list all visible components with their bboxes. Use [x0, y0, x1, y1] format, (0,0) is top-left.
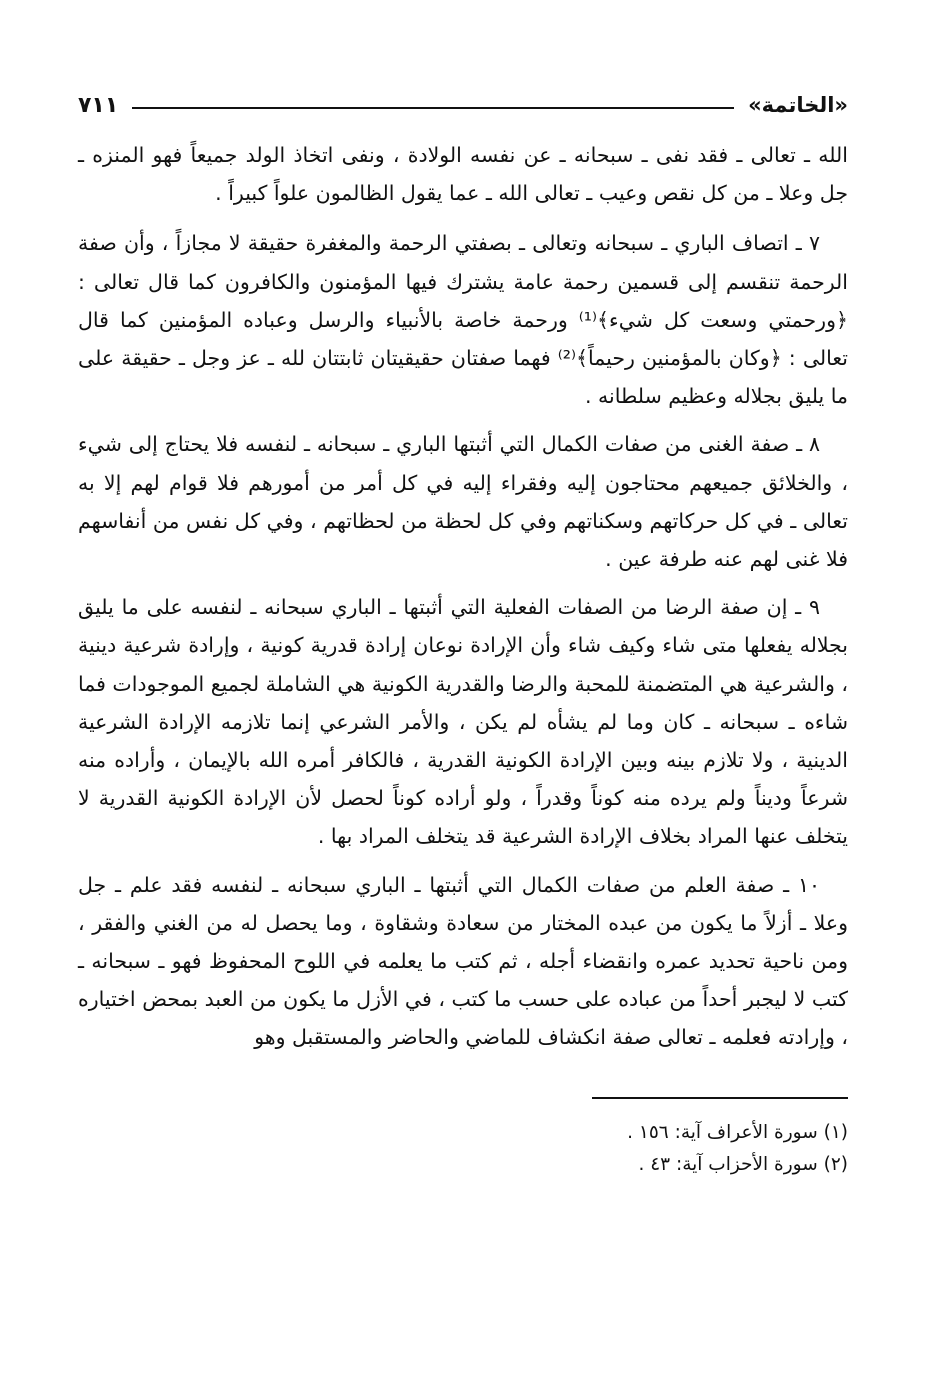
paragraph-10: ١٠ ـ صفة العلم من صفات الكمال التي أثبتها ـ الباري سبحانه ـ لنفسه فقد علم ـ جل وعلا ـ أزلاً ما يكون من عبده المختار من سعادة وشقاوة ، وما يحصل له من الغني والفقر ، ومن ناحية تحديد عمره وانقضاء أجله ، ثم كتب ما يعلمه في اللوح المحفوظ فهو ـ سبحانه ـ كتب لا ليجبر أحداً من عباده على حسب ما كتب ، في الأزل ما يكون من العبد بمحض اختياره ، وإرادته فعلمه ـ تعالى صفة انكشاف للماضي والحاضر والمستقبل وهو	[78, 872, 848, 1050]
paragraph-9: ٩ ـ إن صفة الرضا من الصفات الفعلية التي أثبتها ـ الباري سبحانه ـ لنفسه على ما يليق بجلاله يفعلها متى شاء وكيف شاء وأن الإرادة نوعان إرادة قدرية كونية ، وإرادة شرعية دينية ، والشرعية هي المتضمنة للمحبة والرضا والقدرية الكونية هي الشاملة لجميع الموجودات فما شاءه ـ سبحانه ـ كان وما لم يشأه لم يكن ، والأمر الشرعي إنما تلازمه الإرادة الشرعية الدينية ، ولا تلازم بينه وبين الإرادة الكونية القدرية ، فالكافر أمره الله بالإيمان ، وأراده منه شرعاً وديناً ولم يرده منه كوناً وقدراً ، ولو أراده كوناً لحصل لأن الإرادة الكونية القدرية لا يتخلف عنها المراد بخلاف الإرادة الشرعية قد يتخلف المراد بها .	[78, 595, 848, 849]
page-number: ٧١١	[78, 92, 119, 118]
footnotes	[78, 1117, 848, 1181]
book-page	[78, 88, 848, 1181]
running-title: «الخاتمة»	[748, 93, 848, 117]
body-text	[78, 136, 848, 1057]
footnote-1: (١) سورة الأعراف آية: ١٥٦ .	[627, 1121, 848, 1143]
paragraph-8: ٨ ـ صفة الغنى من صفات الكمال التي أثبتها الباري ـ سبحانه ـ لنفسه فلا يحتاج إلى شيء ، والخلائق جميعهم محتاجون إليه وفقراء إليه في كل أمر من أمورهم فلا قوام لهم إلا به تعالى ـ في كل حركاتهم وسكناتهم وفي كل لحظة من لحظاتهم ، وفي كل نفس من أنفاسهم فلا غنى لهم عنه طرفة عين .	[78, 432, 848, 572]
paragraph-7: ٧ ـ اتصاف الباري ـ سبحانه وتعالى ـ بصفتي الرحمة والمغفرة حقيقة لا مجازاً ، وأن صفة الرحمة تنقسم إلى قسمين رحمة عامة يشترك فيها المؤمنون والكافرون كما قال تعالى : ﴿ورحمتي وسعت كل شيء﴾⁽¹⁾ ورحمة خاصة بالأنبياء والرسل وعباده المؤمنين كما قال تعالى : ﴿وكان بالمؤمنين رحيماً﴾⁽²⁾ فهما صفتان حقيقيتان ثابتتان لله ـ عز وجل ـ حقيقة على ما يليق بجلاله وعظيم سلطانه .	[78, 231, 848, 409]
paragraph-continuation: الله ـ تعالى ـ فقد نفى ـ سبحانه ـ عن نفسه الولادة ، ونفى اتخاذ الولد جميعاً فهو المنزه ـ جل وعلا ـ من كل نقص وعيب ـ تعالى الله ـ عما يقول الظالمون علواً كبيراً .	[78, 143, 848, 206]
header-rule	[132, 107, 734, 109]
footnote-rule	[592, 1097, 848, 1099]
footnote-2: (٢) سورة الأحزاب آية: ٤٣ .	[638, 1153, 848, 1175]
page-header	[78, 88, 848, 122]
